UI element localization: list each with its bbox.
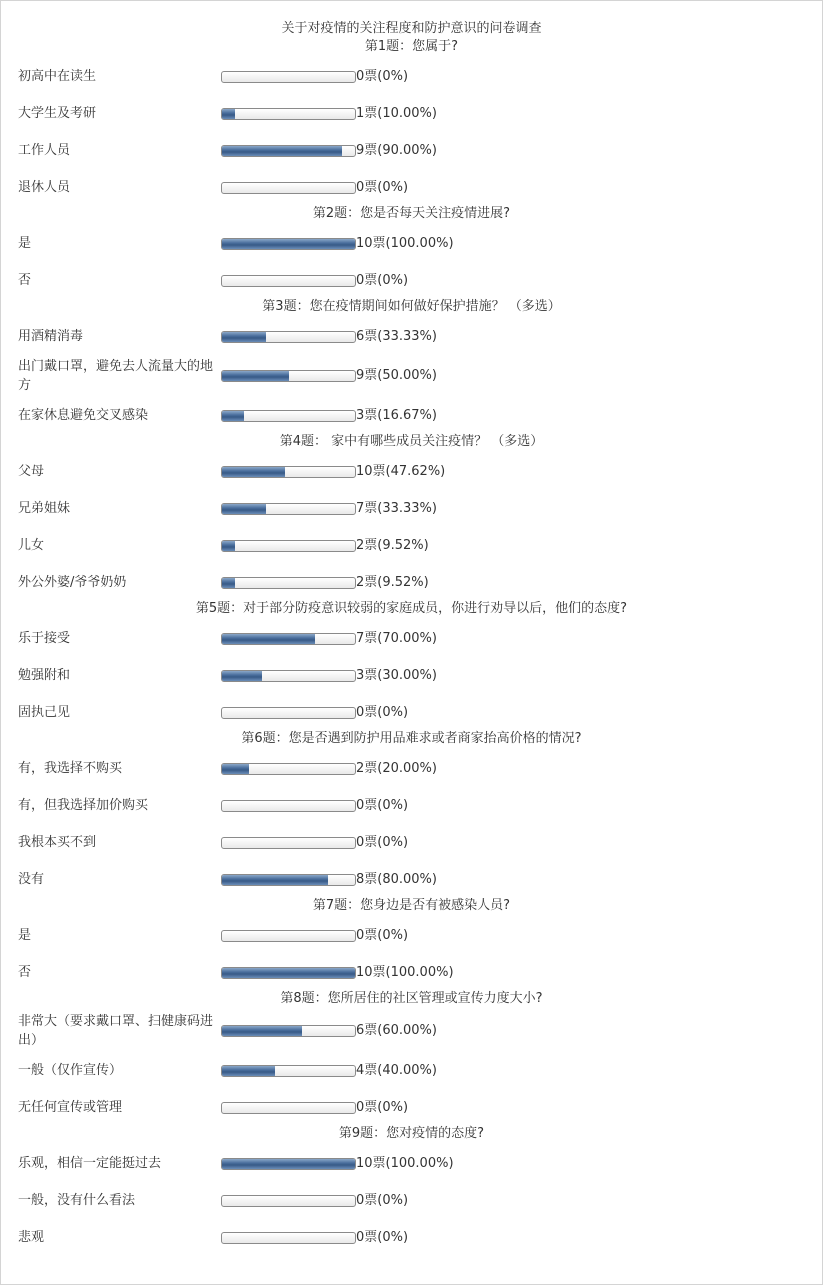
option-row xyxy=(0,169,823,206)
option-row xyxy=(0,917,823,954)
result-bar-track xyxy=(221,874,356,886)
vote-count: 0票(0%) xyxy=(356,1100,409,1115)
result-bar-track xyxy=(221,410,356,422)
result-bar-track xyxy=(221,930,356,942)
vote-count: 0票(0%) xyxy=(356,180,409,195)
vote-count: 10票(100.00%) xyxy=(356,236,454,251)
option-label: 是 xyxy=(18,236,32,251)
result-bar-fill xyxy=(222,578,235,588)
vote-count: 0票(0%) xyxy=(356,705,409,720)
option-row xyxy=(0,132,823,169)
option-label: 有，我选择不购买 xyxy=(18,761,123,776)
option-row xyxy=(0,490,823,527)
option-row xyxy=(0,262,823,299)
vote-count: 0票(0%) xyxy=(356,1193,409,1208)
result-bar-track xyxy=(221,275,356,287)
vote-count: 2票(9.52%) xyxy=(356,538,429,553)
option-row xyxy=(0,1089,823,1126)
option-row xyxy=(0,954,823,991)
result-bar-fill xyxy=(222,671,262,681)
vote-count: 10票(100.00%) xyxy=(356,1156,454,1171)
question-title: 第8题：您所居住的社区管理或宣传力度大小? xyxy=(280,991,543,1006)
vote-count: 9票(50.00%) xyxy=(356,368,437,383)
option-label: 用酒精消毒 xyxy=(18,329,84,344)
vote-count: 2票(9.52%) xyxy=(356,575,429,590)
vote-count: 3票(30.00%) xyxy=(356,668,437,683)
result-bar-track xyxy=(221,331,356,343)
result-bar-fill xyxy=(222,764,249,774)
option-label: 在家休息避免交叉感染 xyxy=(18,408,149,423)
option-label: 固执己见 xyxy=(18,705,71,720)
vote-count: 8票(80.00%) xyxy=(356,872,437,887)
vote-count: 2票(20.00%) xyxy=(356,761,437,776)
option-label: 有，但我选择加价购买 xyxy=(18,798,149,813)
option-label: 外公外婆/爷爷奶奶 xyxy=(18,575,127,590)
option-label: 我根本买不到 xyxy=(18,835,97,850)
option-row xyxy=(0,1145,823,1182)
option-label: 否 xyxy=(18,965,32,980)
option-row xyxy=(0,787,823,824)
result-bar-track xyxy=(221,466,356,478)
option-row xyxy=(0,453,823,490)
result-bar-track xyxy=(221,1065,356,1077)
option-row xyxy=(0,1052,823,1089)
vote-count: 0票(0%) xyxy=(356,1230,409,1245)
result-bar-fill xyxy=(222,332,266,342)
option-label: 一般（仅作宣传） xyxy=(18,1063,123,1078)
result-bar-track xyxy=(221,763,356,775)
result-bar-fill xyxy=(222,504,266,514)
option-row xyxy=(0,95,823,132)
question-title: 第1题：您属于? xyxy=(364,39,459,54)
result-bar-track xyxy=(221,238,356,250)
result-bar-fill xyxy=(222,634,315,644)
result-bar-track xyxy=(221,577,356,589)
option-row xyxy=(0,861,823,898)
option-label: 没有 xyxy=(18,872,45,887)
option-row xyxy=(0,824,823,861)
option-label: 父母 xyxy=(18,464,45,479)
result-bar-fill xyxy=(222,146,342,156)
question-title: 第9题：您对疫情的态度? xyxy=(338,1126,485,1141)
option-row xyxy=(0,355,823,397)
result-bar-track xyxy=(221,108,356,120)
result-bar-fill xyxy=(222,1159,355,1169)
vote-count: 3票(16.67%) xyxy=(356,408,437,423)
option-label: 无任何宣传或管理 xyxy=(18,1100,123,1115)
option-label: 兄弟姐妹 xyxy=(18,501,71,516)
option-label: 乐观，相信一定能挺过去 xyxy=(18,1156,162,1171)
result-bar-track xyxy=(221,1158,356,1170)
option-label: 非常大（要求戴口罩、扫健康码进出） xyxy=(18,1014,214,1048)
result-bar-track xyxy=(221,71,356,83)
survey-title: 关于对疫情的关注程度和防护意识的问卷调查 xyxy=(281,21,542,36)
vote-count: 0票(0%) xyxy=(356,273,409,288)
result-bar-fill xyxy=(222,875,328,885)
result-bar-track xyxy=(221,1232,356,1244)
result-bar-fill xyxy=(222,1066,275,1076)
vote-count: 0票(0%) xyxy=(356,835,409,850)
option-row xyxy=(0,527,823,564)
result-bar-fill xyxy=(222,109,235,119)
result-bar-track xyxy=(221,670,356,682)
option-label: 乐于接受 xyxy=(18,631,71,646)
option-label: 是 xyxy=(18,928,32,943)
result-bar-track xyxy=(221,707,356,719)
vote-count: 6票(33.33%) xyxy=(356,329,437,344)
result-bar-track xyxy=(221,1025,356,1037)
result-bar-fill xyxy=(222,239,355,249)
vote-count: 10票(47.62%) xyxy=(356,464,446,479)
option-label: 儿女 xyxy=(18,538,45,553)
option-row xyxy=(0,225,823,262)
vote-count: 7票(70.00%) xyxy=(356,631,437,646)
option-row xyxy=(0,58,823,95)
vote-count: 9票(90.00%) xyxy=(356,143,437,158)
result-bar-track xyxy=(221,800,356,812)
result-bar-fill xyxy=(222,467,285,477)
result-bar-track xyxy=(221,370,356,382)
result-bar-track xyxy=(221,145,356,157)
option-row xyxy=(0,1182,823,1219)
result-bar-track xyxy=(221,837,356,849)
result-bar-track xyxy=(221,633,356,645)
option-row xyxy=(0,620,823,657)
vote-count: 7票(33.33%) xyxy=(356,501,437,516)
vote-count: 4票(40.00%) xyxy=(356,1063,437,1078)
option-label: 一般，没有什么看法 xyxy=(18,1193,136,1208)
question-title: 第5题：对于部分防疫意识较弱的家庭成员，你进行劝导以后，他们的态度? xyxy=(195,601,628,616)
vote-count: 0票(0%) xyxy=(356,798,409,813)
option-label: 退休人员 xyxy=(18,180,71,195)
result-bar-fill xyxy=(222,1026,302,1036)
question-title: 第7题：您身边是否有被感染人员? xyxy=(312,898,511,913)
result-bar-track xyxy=(221,1102,356,1114)
result-bar-track xyxy=(221,540,356,552)
result-bar-fill xyxy=(222,968,355,978)
option-row xyxy=(0,694,823,731)
option-row xyxy=(0,657,823,694)
result-bar-track xyxy=(221,182,356,194)
result-bar-fill xyxy=(222,541,235,551)
question-title: 第2题：您是否每天关注疫情进展? xyxy=(312,206,511,221)
option-label: 出门戴口罩，避免去人流量大的地方 xyxy=(18,359,214,393)
option-row xyxy=(0,564,823,601)
option-label: 悲观 xyxy=(18,1230,45,1245)
result-bar-track xyxy=(221,1195,356,1207)
option-label: 工作人员 xyxy=(18,143,71,158)
question-title: 第3题：您在疫情期间如何做好保护措施？ （多选） xyxy=(262,299,561,314)
vote-count: 10票(100.00%) xyxy=(356,965,454,980)
question-title: 第6题：您是否遇到防护用品难求或者商家抬高价格的情况? xyxy=(241,731,582,746)
option-label: 勉强附和 xyxy=(18,668,71,683)
result-bar-fill xyxy=(222,371,289,381)
option-label: 初高中在读生 xyxy=(18,69,97,84)
vote-count: 0票(0%) xyxy=(356,69,409,84)
option-label: 否 xyxy=(18,273,32,288)
option-label: 大学生及考研 xyxy=(18,106,97,121)
option-row xyxy=(0,318,823,355)
option-row xyxy=(0,1219,823,1256)
result-bar-track xyxy=(221,503,356,515)
vote-count: 0票(0%) xyxy=(356,928,409,943)
option-row xyxy=(0,397,823,434)
question-title: 第4题： 家中有哪些成员关注疫情？ （多选） xyxy=(279,434,544,449)
vote-count: 6票(60.00%) xyxy=(356,1023,437,1038)
result-bar-fill xyxy=(222,411,244,421)
vote-count: 1票(10.00%) xyxy=(356,106,437,121)
result-bar-track xyxy=(221,967,356,979)
option-row xyxy=(0,750,823,787)
option-row xyxy=(0,1010,823,1052)
